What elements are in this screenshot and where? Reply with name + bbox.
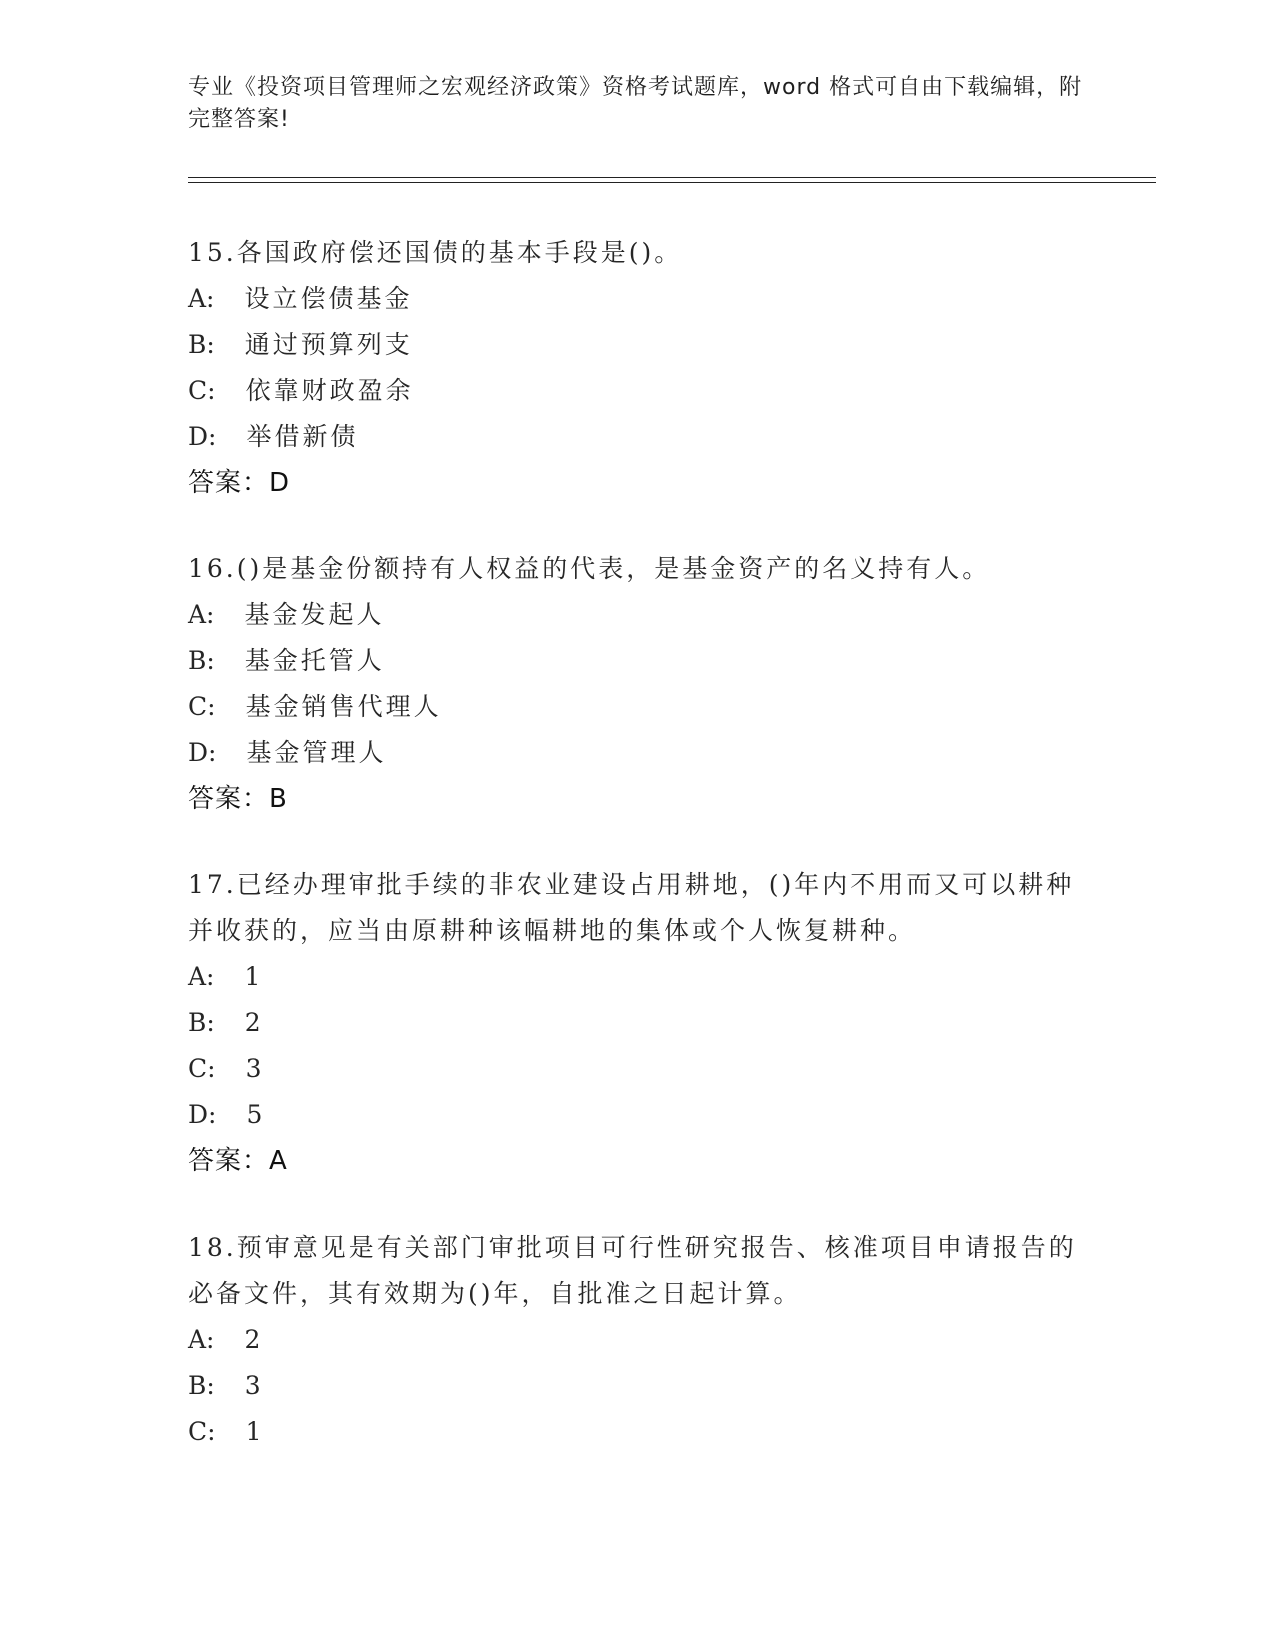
question-stem: 18.预审意见是有关部门审批项目可行性研究报告、核准项目申请报告的必备文件，其有效期为()年，自批准之日起计算。 (188, 1233, 1077, 1308)
option-text: 3 (244, 1371, 264, 1400)
option-letter: B: (188, 330, 215, 359)
header-divider-top (188, 177, 1156, 178)
header-divider-bottom (188, 182, 1156, 183)
option-c (188, 368, 1088, 414)
option-a (188, 954, 1088, 1000)
option-b (188, 638, 1088, 684)
option-letter: B: (188, 1371, 215, 1400)
option-d (188, 730, 1088, 776)
option-letter: C: (188, 376, 216, 405)
question-18 (188, 1225, 1088, 1455)
option-letter: A: (188, 600, 215, 629)
option-letter: A: (188, 1325, 215, 1354)
option-letter: C: (188, 1417, 216, 1446)
question-stem: 17.已经办理审批手续的非农业建设占用耕地，()年内不用而又可以耕种并收获的，应当由原耕种该幅耕地的集体或个人恢复耕种。 (188, 870, 1075, 945)
option-letter: B: (188, 646, 215, 675)
option-b (188, 1363, 1088, 1409)
option-b (188, 1000, 1088, 1046)
option-a (188, 276, 1088, 322)
option-letter: A: (188, 284, 215, 313)
option-letter: D: (188, 738, 217, 767)
option-b (188, 322, 1088, 368)
question-stem: 16.()是基金份额持有人权益的代表，是基金资产的名义持有人。 (188, 554, 991, 583)
option-c (188, 1046, 1088, 1092)
option-text: 设立偿债基金 (244, 284, 413, 313)
answer-line: 答案：A (188, 1146, 288, 1176)
question-17 (188, 862, 1088, 1184)
option-letter: C: (188, 692, 216, 721)
question-16 (188, 546, 1088, 822)
option-c (188, 1409, 1088, 1455)
option-text: 3 (245, 1054, 265, 1083)
question-stem: 15.各国政府偿还国债的基本手段是()。 (188, 238, 683, 267)
option-text: 2 (244, 1325, 264, 1354)
option-a (188, 592, 1088, 638)
option-text: 5 (246, 1100, 266, 1129)
option-text: 2 (244, 1008, 264, 1037)
option-d (188, 414, 1088, 460)
option-letter: C: (188, 1054, 216, 1083)
answer-line: 答案：D (188, 468, 291, 498)
option-text: 举借新债 (246, 422, 359, 451)
option-text: 基金销售代理人 (245, 692, 442, 721)
option-letter: D: (188, 1100, 217, 1129)
option-text: 基金发起人 (244, 600, 385, 629)
option-letter: A: (188, 962, 215, 991)
option-letter: D: (188, 422, 217, 451)
option-text: 基金管理人 (246, 738, 387, 767)
option-d (188, 1092, 1088, 1138)
option-text: 依靠财政盈余 (245, 376, 414, 405)
option-text: 通过预算列支 (244, 330, 413, 359)
option-text: 1 (244, 962, 264, 991)
document-header: 专业《投资项目管理师之宏观经济政策》资格考试题库，word 格式可自由下载编辑，附完整答案! (188, 75, 1083, 132)
question-15 (188, 230, 1088, 506)
option-letter: B: (188, 1008, 215, 1037)
option-text: 基金托管人 (244, 646, 385, 675)
option-c (188, 684, 1088, 730)
option-text: 1 (245, 1417, 265, 1446)
option-a (188, 1317, 1088, 1363)
answer-line: 答案：B (188, 784, 288, 814)
